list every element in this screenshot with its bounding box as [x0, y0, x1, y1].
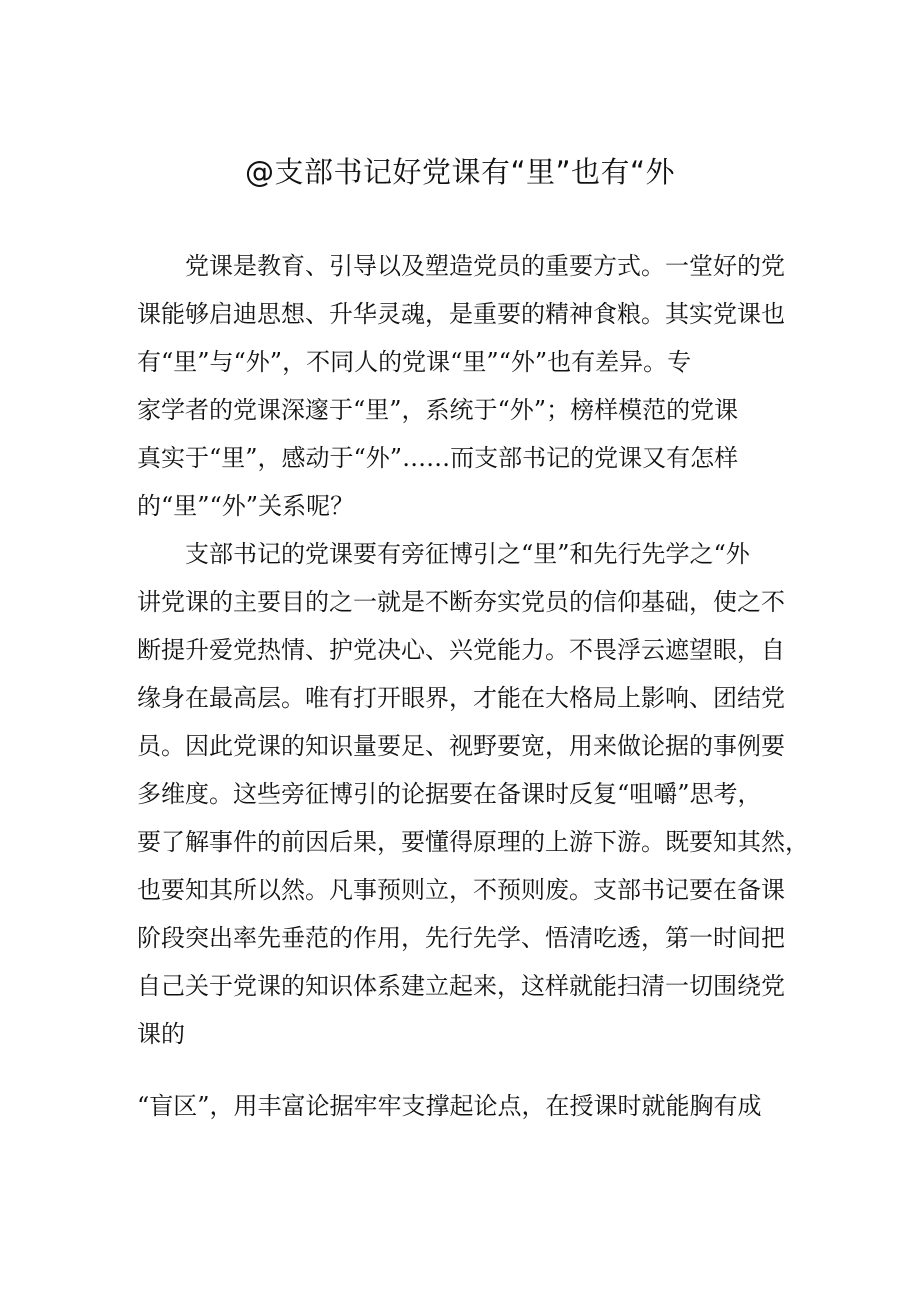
paragraph-line: 缘身在最高层。唯有打开眼界，才能在大格局上影响、团结党: [137, 684, 785, 712]
paragraph-line: 断提升爱党热情、护党决心、兴党能力。不畏浮云遮望眼，自: [137, 636, 785, 664]
paragraph-line: 课的: [137, 1020, 185, 1048]
paragraph-line: 自己关于党课的知识体系建立起来，这样就能扫清一切围绕党: [137, 972, 785, 1000]
paragraph-inner-outer: [137, 530, 809, 1058]
paragraph-line: 阶段突出率先垂范的作用，先行先学、悟清吃透，第一时间把: [137, 924, 785, 952]
paragraph-line: “盲区”，用丰富论据牢牢支撑起论点，在授课时就能胸有成: [137, 1092, 762, 1120]
paragraph-line: 员。因此党课的知识量要足、视野要宽，用来做论据的事例要: [137, 732, 785, 760]
paragraph-line: 党课是教育、引导以及塑造党员的重要方式。一堂好的党: [185, 252, 785, 280]
paragraph-line: 的“里”“外”关系呢？: [137, 492, 355, 520]
paragraph-continuation: [137, 1082, 777, 1130]
paragraph-line: 有“里”与“外”，不同人的党课“里”“外”也有差异。专: [137, 348, 692, 376]
paragraph-line: 也要知其所以然。凡事预则立，不预则废。支部书记要在备课: [137, 876, 785, 904]
paragraph-intro: [137, 242, 785, 530]
paragraph-line: 家学者的党课深邃于“里”，系统于“外”；榜样模范的党课: [137, 396, 739, 424]
paragraph-line: 多维度。这些旁征博引的论据要在备课时反复“咀嚼”思考，: [137, 780, 762, 808]
paragraph-line: 真实于“里”，感动于“外”……而支部书记的党课又有怎样: [137, 444, 739, 472]
paragraph-line: 讲党课的主要目的之一就是不断夯实党员的信仰基础，使之不: [137, 588, 785, 616]
paragraph-line: 支部书记的党课要有旁征博引之“里”和先行先学之“外: [185, 540, 750, 568]
paragraph-line: 课能够启迪思想、升华灵魂，是重要的精神食粮。其实党课也: [137, 300, 785, 328]
document-title: @支部书记好党课有“里”也有“外: [244, 155, 676, 189]
paragraph-line: 要了解事件的前因后果，要懂得原理的上游下游。既要知其然，: [137, 828, 809, 856]
